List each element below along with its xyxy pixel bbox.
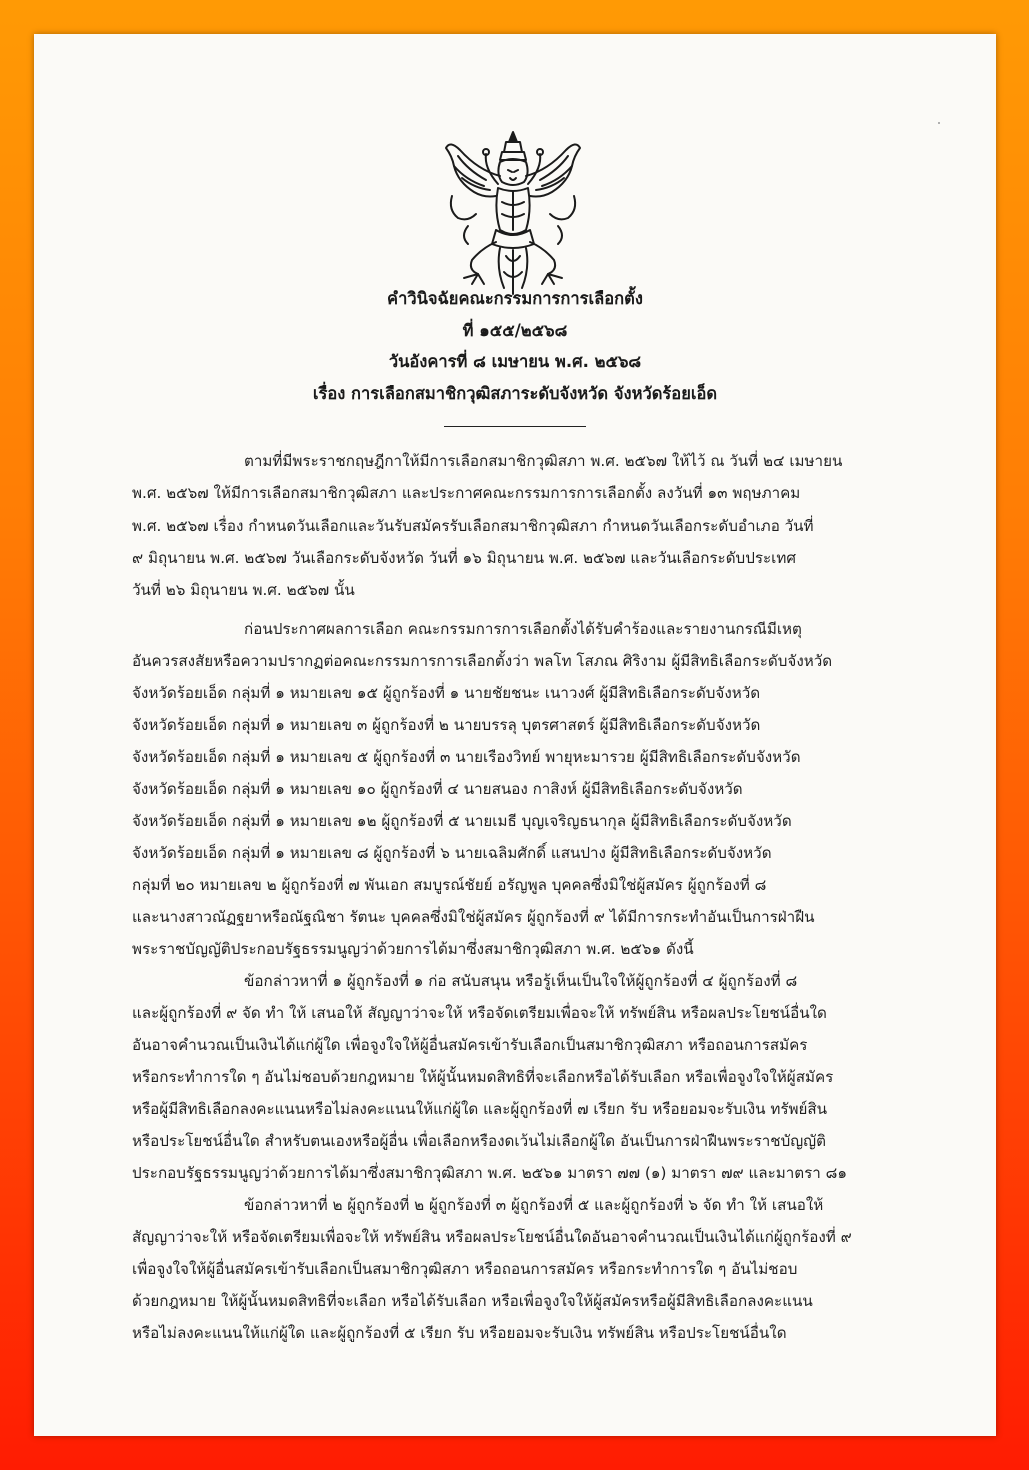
decision-number: ที่ ๑๕๕/๒๕๖๘ [462, 321, 568, 340]
body-line: วันที่ ๒๖ มิถุนายน พ.ศ. ๒๕๖๗ นั้น [132, 581, 355, 599]
body-line: อันอาจคำนวณเป็นเงินได้แก่ผู้ใด เพื่อจูงใจให้ผู้อื่นสมัครเข้ารับเลือกเป็นสมาชิกวุฒิสภา หรือถอนการสมัคร [132, 1036, 808, 1054]
body-line: จังหวัดร้อยเอ็ด กลุ่มที่ ๑ หมายเลข ๘ ผู้ถูกร้องที่ ๖ นายเฉลิมศักดิ์ แสนปาง ผู้มีสิทธิเลือกระดับจังหวัด [132, 844, 772, 862]
body-line: ๙ มิถุนายน พ.ศ. ๒๕๖๗ วันเลือกระดับจังหวัด วันที่ ๑๖ มิถุนายน พ.ศ. ๒๕๖๗ และวันเลือกระดับประเทศ [132, 549, 797, 567]
body-line: อันควรสงสัยหรือความปรากฏต่อคณะกรรมการการเลือกตั้งว่า พลโท โสภณ ศิริงาม ผู้มีสิทธิเลือกระดับจังหวัด [132, 652, 833, 670]
body-line: หรือไม่ลงคะแนนให้แก่ผู้ใด และผู้ถูกร้องที่ ๕ เรียก รับ หรือยอมจะรับเงิน ทรัพย์สิน หรือประโยชน์อื่นใด [132, 1324, 787, 1342]
body-line: จังหวัดร้อยเอ็ด กลุ่มที่ ๑ หมายเลข ๕ ผู้ถูกร้องที่ ๓ นายเรืองวิทย์ พายุหะมารวย ผู้มีสิทธิเลือกระดับจังหวัด [132, 748, 801, 766]
garuda-emblem-icon [438, 126, 588, 298]
body-line: ข้อกล่าวหาที่ ๑ ผู้ถูกร้องที่ ๑ ก่อ สนับสนุน หรือรู้เห็นเป็นใจให้ผู้ถูกร้องที่ ๔ ผู้ถูกร้องที่ ๘ [244, 972, 798, 990]
body-line: จังหวัดร้อยเอ็ด กลุ่มที่ ๑ หมายเลข ๑๕ ผู้ถูกร้องที่ ๑ นายชัยชนะ เนาวงศ์ ผู้มีสิทธิเลือกระดับจังหวัด [132, 684, 761, 702]
body-line: ประกอบรัฐธรรมนูญว่าด้วยการได้มาซึ่งสมาชิกวุฒิสภา พ.ศ. ๒๕๖๑ มาตรา ๗๗ (๑) มาตรา ๗๙ และมาตรา ๘๑ [132, 1164, 848, 1182]
body-line: กลุ่มที่ ๒๐ หมายเลข ๒ ผู้ถูกร้องที่ ๗ พันเอก สมบูรณ์ชัยย์ อรัญพูล บุคคลซึ่งมิใช่ผู้สมัคร ผู้ถูกร้องที่ ๘ [132, 876, 767, 894]
body-line: ด้วยกฎหมาย ให้ผู้นั้นหมดสิทธิที่จะเลือก หรือได้รับเลือก หรือเพื่อจูงใจให้ผู้สมัครหรือผู้มีสิทธิเลือกลงคะแนน [132, 1292, 813, 1310]
body-line: ก่อนประกาศผลการเลือก คณะกรรมการการเลือกตั้งได้รับคำร้องและรายงานกรณีมีเหตุ [244, 620, 802, 638]
body-line: พระราชบัญญัติประกอบรัฐธรรมนูญว่าด้วยการได้มาซึ่งสมาชิกวุฒิสภา พ.ศ. ๒๕๖๑ ดังนี้ [132, 940, 694, 958]
scan-speck [938, 122, 940, 124]
decision-title: คำวินิจฉัยคณะกรรมการการเลือกตั้ง [387, 289, 643, 308]
body-line: และผู้ถูกร้องที่ ๙ จัด ทำ ให้ เสนอให้ สัญญาว่าจะให้ หรือจัดเตรียมเพื่อจะให้ ทรัพย์สิน หรือผลประโยชน์อื่นใด [132, 1004, 827, 1022]
body-line: จังหวัดร้อยเอ็ด กลุ่มที่ ๑ หมายเลข ๓ ผู้ถูกร้องที่ ๒ นายบรรลุ บุตรศาสตร์ ผู้มีสิทธิเลือกระดับจังหวัด [132, 716, 761, 734]
body-line: จังหวัดร้อยเอ็ด กลุ่มที่ ๑ หมายเลข ๑๐ ผู้ถูกร้องที่ ๔ นายสนอง กาสิงห์ ผู้มีสิทธิเลือกระดับจังหวัด [132, 780, 743, 798]
body-line: สัญญาว่าจะให้ หรือจัดเตรียมเพื่อจะให้ ทรัพย์สิน หรือผลประโยชน์อื่นใดอันอาจคำนวณเป็นเงินได้แก่ผู้ถูกร้องที่ ๙ [132, 1228, 852, 1246]
title-underline [444, 426, 586, 427]
body-line: ตามที่มีพระราชกฤษฎีกาให้มีการเลือกสมาชิกวุฒิสภา พ.ศ. ๒๕๖๗ ให้ไว้ ณ วันที่ ๒๔ เมษายน [244, 452, 843, 470]
decision-subject: เรื่อง การเลือกสมาชิกวุฒิสภาระดับจังหวัด จังหวัดร้อยเอ็ด [312, 384, 718, 403]
body-line: และนางสาวณัฏฐยาหรือณัฐณิชา รัตนะ บุคคลซึ่งมิใช่ผู้สมัคร ผู้ถูกร้องที่ ๙ ได้มีการกระทำอันเป็นการฝ่าฝืน [132, 908, 815, 926]
document-page [34, 34, 996, 1436]
body-line: หรือกระทำการใด ๆ อันไม่ชอบด้วยกฎหมาย ให้ผู้นั้นหมดสิทธิที่จะเลือกหรือได้รับเลือก หรือเพื่อจูงใจให้ผู้สมัคร [132, 1068, 834, 1086]
body-line: ข้อกล่าวหาที่ ๒ ผู้ถูกร้องที่ ๒ ผู้ถูกร้องที่ ๓ ผู้ถูกร้องที่ ๕ และผู้ถูกร้องที่ ๖ จัด ทำ ให้ เสนอให้ [244, 1196, 824, 1214]
body-line: จังหวัดร้อยเอ็ด กลุ่มที่ ๑ หมายเลข ๑๒ ผู้ถูกร้องที่ ๕ นายเมธี บุญเจริญธนากุล ผู้มีสิทธิเลือกระดับจังหวัด [132, 812, 792, 830]
body-line: พ.ศ. ๒๕๖๗ เรื่อง กำหนดวันเลือกและวันรับสมัครรับเลือกสมาชิกวุฒิสภา กำหนดวันเลือกระดับอำเภอ วันที่ [132, 517, 814, 535]
decision-date: วันอังคารที่ ๘ เมษายน พ.ศ. ๒๕๖๘ [388, 352, 642, 371]
body-line: พ.ศ. ๒๕๖๗ ให้มีการเลือกสมาชิกวุฒิสภา และประกาศคณะกรรมการการเลือกตั้ง ลงวันที่ ๑๓ พฤษภาคม [132, 484, 801, 502]
body-line: เพื่อจูงใจให้ผู้อื่นสมัครเข้ารับเลือกเป็นสมาชิกวุฒิสภา หรือถอนการสมัคร หรือกระทำการใด ๆ อันไม่ชอบ [132, 1260, 798, 1278]
body-line: หรือผู้มีสิทธิเลือกลงคะแนนหรือไม่ลงคะแนนให้แก่ผู้ใด และผู้ถูกร้องที่ ๗ เรียก รับ หรือยอมจะรับเงิน ทรัพย์สิน [132, 1100, 828, 1118]
body-line: หรือประโยชน์อื่นใด สำหรับตนเองหรือผู้อื่น เพื่อเลือกหรืองดเว้นไม่เลือกผู้ใด อันเป็นการฝ่าฝืนพระราชบัญญัติ [132, 1132, 826, 1150]
